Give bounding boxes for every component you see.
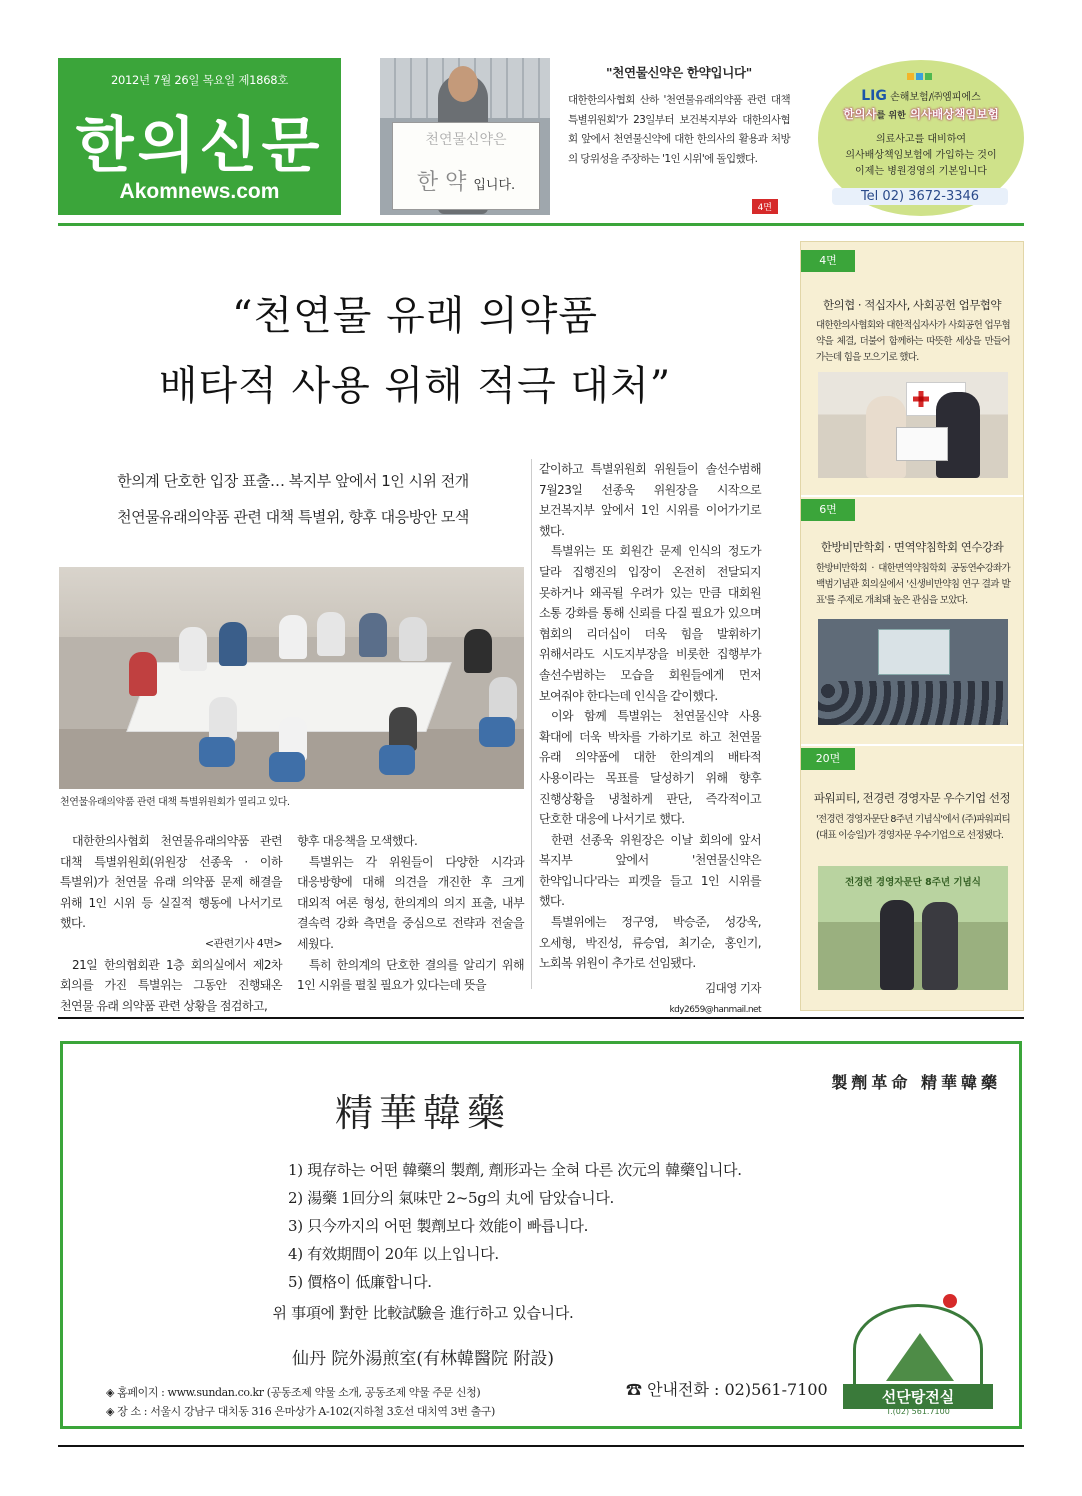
- sidebar-photo-award: [818, 866, 1008, 990]
- sidebar-title: 파워피티, 전경련 경영자문 우수기업 선정: [813, 791, 1011, 805]
- award-banner: 전경련 경영자문단 8주년 기념식: [845, 877, 981, 888]
- article-column-2: 향후 대응책을 모색했다. 특별위는 각 위원들이 다양한 시각과 대응방향에 대해 의견을 개진한 후 크게 대외적 여론 형성, 한의계의 의지 표출, 내부 결속력 강화 측면을 중심으로 전략과 전술을 세웠다. 특히 한의계의 단호한 결의를 알리기 위해 1인 시위를 펼칠 필요가 있다는데 뜻을: [297, 834, 524, 993]
- article-column-1: 대한한의사협회 천연물유래의약품 관련 대책 특별위원회(위원장 선종욱 · 이하 특별위)가 천연물 유래 의약품 문제 해결을 위해 1인 시위 등 실질적 행동에 나서기로 했다. <관련기사 4면> 21일 한의협회관 1층 회의실에서 제2차 회의를 가진 특별위는 그동안 진행돼온 천연물 유래 의약품 관련 상황을 점검하고,: [60, 834, 282, 1013]
- sidebar-item-obesity-seminar[interactable]: [801, 499, 1023, 744]
- article-column-3: 같이하고 특별위원회 위원들이 솔선수범해 7월23일 선종욱 위원장을 시작으로 보건복지부 앞에서 1인 시위를 이어가기로 했다. 특별위는 또 회원간 문제 인식의 정도가 달라 집행진의 입장이 온전히 전달되지 못하거나 왜곡될 우려가 있는 만큼 대회원 소통 강화를 통해 신뢰를 다질 필요가 있으며 협회의 리더십이 더욱 힘을 발휘하기 위해서라도 시도지부장을 비롯한 집행부가 솔선수범하는 모습을 회원들에게 먼저 보여줘야 한다는데 인식을 같이했다. 이와 함께 특별위는 천연물신약 사용 확대에 더욱 박차를 가하기로 하고 천연물 유래 의약품에 대한 한의계의 배타적 사용이라는 목표를 달성하기 위해 향후 진행상황을 냉철하게 판단, 즉각적이고 단호한 대응에 나서기로 했다. 한편 선종욱 위원장은 이날 회의에 앞서 복지부 앞에서 '천연물신약은 한약입니다'라는 피켓을 들고 1인 시위를 했다. 특별위에는 정구영, 박승준, 성강욱, 오세형, 박진성, 류승엽, 최기순, 홍인기, 노회복 위원이 추가로 선임됐다. 김대영 기자 kdy2659@hanmail.net: [539, 459, 761, 1021]
- list-item: 1) 現存하는 어떤 韓藥의 製劑, 劑形과는 全혀 다른 次元의 韓藥입니다.: [288, 1161, 742, 1179]
- sun-icon: [943, 1294, 957, 1308]
- sidebar-body: '전경련 경영자문단 8주년 기념식'에서 (주)파워피티(대표 이승일)가 경영자문 우수기업으로 선정됐다.: [816, 814, 1010, 841]
- page-badge[interactable]: 4면: [752, 199, 778, 214]
- mountain-icon: [853, 1304, 983, 1394]
- ad-note: 위 事項에 對한 比較試驗을 進行하고 있습니다.: [272, 1304, 574, 1322]
- subheadline: 한의계 단호한 입장 표출… 복지부 앞에서 1인 시위 전개 천연물유래의약품 관련 대책 특별위, 향후 대응방안 모색: [117, 472, 469, 526]
- issue-date: 2012년 7월 26일 목요일 제1868호: [110, 73, 289, 87]
- ad-homepage[interactable]: ◈ 홈페이지 : www.sundan.co.kr (공동조제 약물 소개, 공동조제 약물 주문 신청): [106, 1386, 481, 1399]
- sidebar: [800, 241, 1024, 1011]
- newspaper-logo: 한의신문: [75, 111, 324, 181]
- lig-insurance-ad[interactable]: LIG 손해보험/㈜엠피에스 한의사를 위한 의사배상책임보험 의료사고를 대비하여 의사배상책임보험에 가입하는 것이 이제는 병원경영의 기본입니다 Tel 02) 3672-3346: [818, 60, 1024, 216]
- top-news-brief: [568, 63, 790, 213]
- ad-title: 精華韓藥: [334, 1091, 511, 1135]
- sidebar-item-powerpt[interactable]: [801, 748, 1023, 1008]
- section-divider: [58, 1017, 1024, 1019]
- author-email[interactable]: kdy2659@hanmail.net: [669, 1005, 761, 1016]
- list-item: 2) 湯藥 1回分의 氣味만 2~5g의 丸에 담았습니다.: [288, 1189, 614, 1207]
- column-divider: [531, 459, 532, 989]
- list-item: 4) 有效期間이 20年 以上입니다.: [288, 1245, 499, 1263]
- lig-logo-icon: [906, 72, 933, 83]
- meeting-photo: [59, 567, 524, 789]
- sidebar-page-tab[interactable]: 6면: [801, 499, 855, 521]
- ad-contact-info: [106, 1383, 495, 1421]
- protest-sign: 천연물신약은 한 약 입니다.: [392, 122, 540, 210]
- site-url[interactable]: Akomnews.com: [119, 180, 280, 203]
- sidebar-photo-seminar: [818, 619, 1008, 725]
- protest-photo: [380, 58, 550, 215]
- sundan-stamp-logo: 선단탕전실 T.(02) 561.7100: [843, 1294, 993, 1422]
- sundan-ad[interactable]: [60, 1041, 1022, 1429]
- sidebar-title: 한방비만학회 · 면역약침학회 연수강좌: [820, 540, 1004, 554]
- sidebar-body: 대한한의사협회와 대한적십자사가 사회공헌 업무협약을 체결, 더불어 함께하는 따뜻한 세상을 만들어 가는데 힘을 모으기로 했다.: [816, 320, 1010, 363]
- ad-phone[interactable]: ☎ 안내전화 : 02)561-7100: [626, 1380, 828, 1399]
- top-news-title: "천연물신약은 한약입니다": [605, 65, 752, 80]
- ad-slogan: 製劑革命 精華韓藥: [831, 1073, 1001, 1092]
- photo-caption: 천연물유래의약품 관련 대책 특별위원회가 열리고 있다.: [60, 797, 290, 808]
- header-divider: [58, 223, 1024, 226]
- sidebar-page-tab[interactable]: 20면: [801, 748, 855, 770]
- ad-feature-list: [288, 1156, 742, 1296]
- list-item: 3) 只今까지의 어떤 製劑보다 效能이 빠릅니다.: [288, 1217, 589, 1235]
- top-news-body: 대한한의사협회 산하 '천연물유래의약품 관련 대책특별위원회'가 23일부터 보건복지부와 대한의사협회 앞에서 천연물신약에 대한 한의사의 활용과 처방의 당위성을 주장하는 '1인 시위'에 돌입했다.: [568, 94, 790, 165]
- masthead: [58, 58, 341, 215]
- byline: 김대영 기자: [705, 980, 761, 995]
- list-item: 5) 價格이 低廉합니다.: [288, 1273, 432, 1291]
- ad-address: ◈ 장 소 : 서울시 강남구 대치동 316 은마상가 A-102(지하철 3호선 대치역 3번 출구): [106, 1405, 495, 1418]
- main-headline: “천연물 유래 의약품 배타적 사용 위해 적극 대처”: [158, 293, 672, 409]
- sidebar-body: 한방비만학회 · 대한면역약침학회 공동연수강좌가 백범기념관 회의실에서 '신생비만약침 연구 결과 발표'를 주제로 개최돼 높은 관심을 모았다.: [816, 563, 1010, 606]
- sidebar-photo-agreement: [818, 372, 1008, 478]
- lig-phone: Tel 02) 3672-3346: [832, 188, 1008, 205]
- sidebar-item-red-cross[interactable]: [801, 250, 1023, 495]
- sidebar-title: 한의협 · 적십자사, 사회공헌 업무협약: [822, 298, 1002, 312]
- related-article-ref[interactable]: <관련기사 4면>: [204, 936, 282, 950]
- bottom-divider: [58, 1445, 1024, 1447]
- sidebar-page-tab[interactable]: 4면: [801, 250, 855, 272]
- ad-institution: 仙丹 院外湯煎室(有林韓醫院 附設): [291, 1349, 555, 1369]
